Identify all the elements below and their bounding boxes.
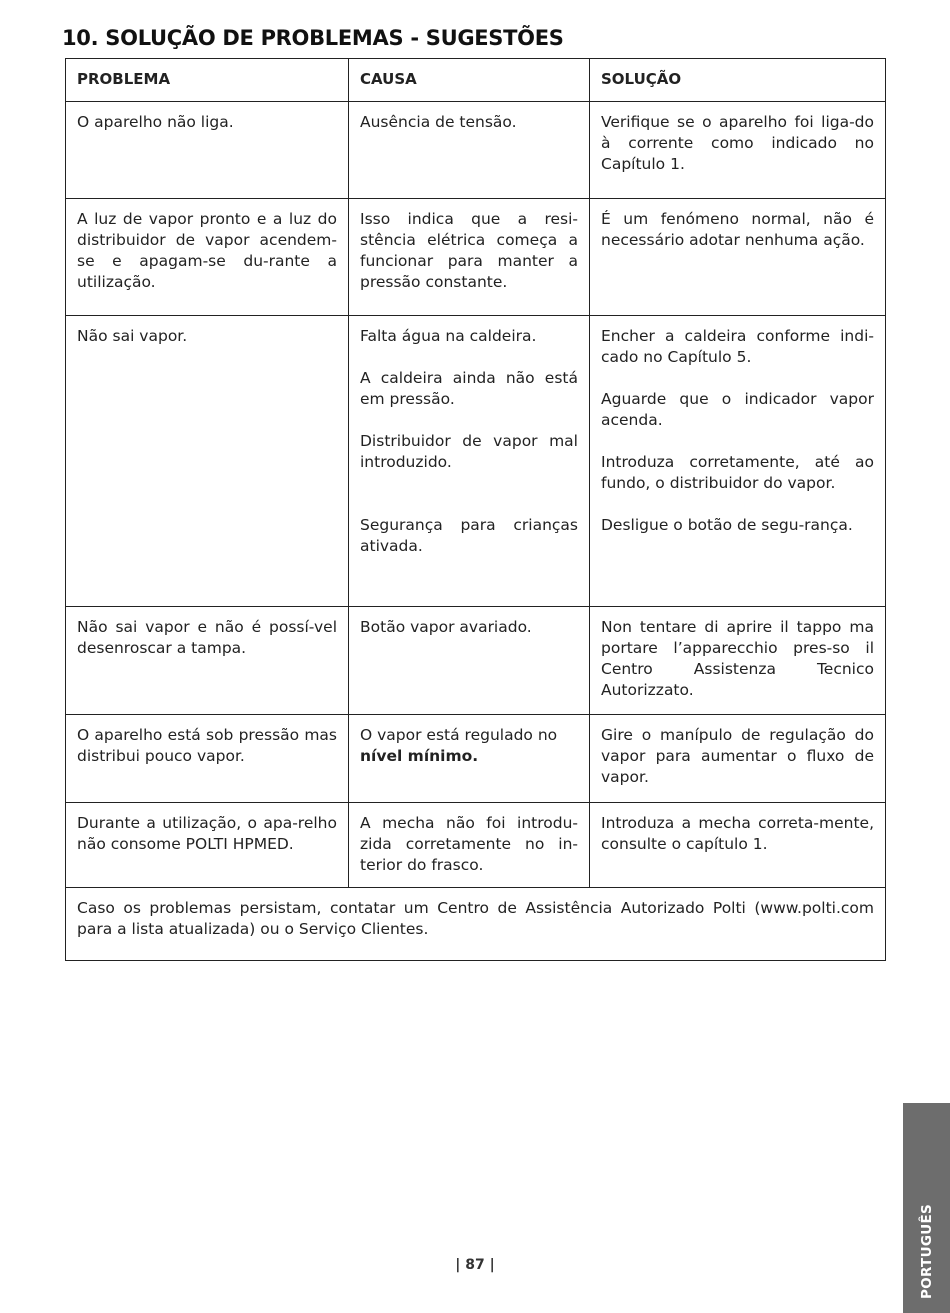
problem-cell: Durante a utilização, o apa-relho não consome POLTI HPMED. xyxy=(66,803,349,888)
problem-cell: Não sai vapor. xyxy=(66,316,349,607)
header-solution: SOLUÇÃO xyxy=(590,59,886,102)
problem-cell: Não sai vapor e não é possí-vel desenroscar a tampa. xyxy=(66,607,349,715)
table-footer-row xyxy=(66,888,886,961)
table-row xyxy=(66,102,886,199)
table-header-row xyxy=(66,59,886,102)
solution-item: Desligue o botão de segu-rança. xyxy=(601,516,853,534)
cause-item: Distribuidor de vapor mal introduzido. xyxy=(360,432,578,471)
cause-item: Segurança para crianças ativada. xyxy=(360,516,578,555)
language-tab xyxy=(903,1103,950,1313)
cause-cell: Ausência de tensão. xyxy=(349,102,590,199)
solution-cell: Non tentare di aprire il tappo ma portare l’apparecchio pres-so il Centro Assistenza Tecnico Autorizzato. xyxy=(590,607,886,715)
footer-note: Caso os problemas persistam, contatar um Centro de Assistência Autorizado Polti (www.polti.com para a lista atualizada) ou o Serviço Clientes. xyxy=(66,888,886,961)
cause-cell: Botão vapor avariado. xyxy=(349,607,590,715)
cause-item: Falta água na caldeira. xyxy=(360,327,537,345)
table-row xyxy=(66,715,886,803)
solution-cell: Verifique se o aparelho foi liga-do à corrente como indicado no Capítulo 1. xyxy=(590,102,886,199)
problem-cell: O aparelho não liga. xyxy=(66,102,349,199)
language-tab-label: PORTUGUÊS xyxy=(918,1203,935,1299)
cause-cell xyxy=(349,715,590,803)
problem-cell: A luz de vapor pronto e a luz do distribuidor de vapor acendem-se e apagam-se du-rante a utilização. xyxy=(66,199,349,316)
solution-cell: Gire o manípulo de regulação do vapor para aumentar o fluxo de vapor. xyxy=(590,715,886,803)
header-problem: PROBLEMA xyxy=(66,59,349,102)
cause-emphasis: nível mínimo. xyxy=(360,747,479,765)
problem-cell: O aparelho está sob pressão mas distribui pouco vapor. xyxy=(66,715,349,803)
cause-cell xyxy=(349,316,590,607)
solution-item: Introduza corretamente, até ao fundo, o distribuidor do vapor. xyxy=(601,453,874,492)
cause-text: O vapor está regulado no xyxy=(360,726,558,744)
header-cause: CAUSA xyxy=(349,59,590,102)
page-number: | 87 | xyxy=(455,1257,495,1273)
page-title: 10. SOLUÇÃO DE PROBLEMAS - SUGESTÕES xyxy=(62,26,564,50)
solution-item: Aguarde que o indicador vapor acenda. xyxy=(601,390,874,429)
solution-cell: Introduza a mecha correta-mente, consulte o capítulo 1. xyxy=(590,803,886,888)
solution-cell xyxy=(590,316,886,607)
table-row xyxy=(66,316,886,607)
table-row xyxy=(66,607,886,715)
table-row xyxy=(66,803,886,888)
cause-cell: Isso indica que a resi-stência elétrica começa a funcionar para manter a pressão constante. xyxy=(349,199,590,316)
cause-item: A caldeira ainda não está em pressão. xyxy=(360,369,578,408)
solution-cell: É um fenómeno normal, não é necessário adotar nenhuma ação. xyxy=(590,199,886,316)
cause-cell: A mecha não foi introdu-zida corretamente no in-terior do frasco. xyxy=(349,803,590,888)
solution-item: Encher a caldeira conforme indi-cado no Capítulo 5. xyxy=(601,327,874,366)
table-row xyxy=(66,199,886,316)
troubleshooting-table xyxy=(65,58,886,961)
